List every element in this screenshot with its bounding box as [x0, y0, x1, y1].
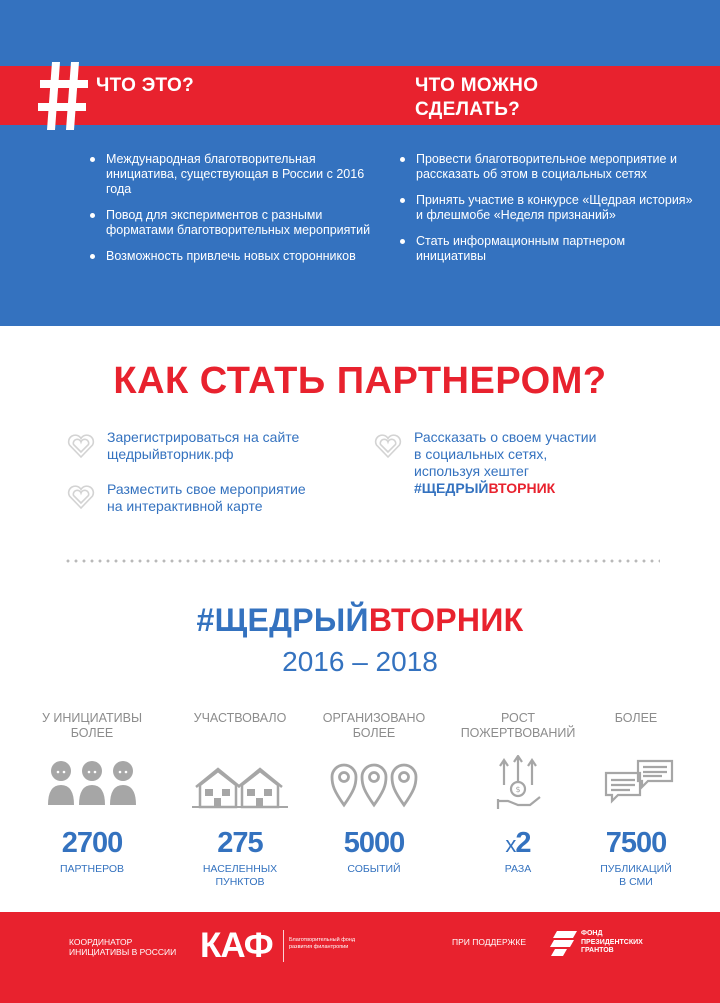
stat-number: 275 [217, 827, 263, 859]
list-item: Возможность привлечь новых сторонников [88, 249, 378, 264]
list-item: Повод для экспериментов с разными форматами благотворительных мероприятий [88, 208, 378, 238]
list-item: Стать информационным партнером инициативы [398, 234, 698, 264]
heart-icon [66, 431, 96, 461]
dotted-divider [64, 559, 660, 563]
stat-label: ОРГАНИЗОВАНО БОЛЕЕ [322, 711, 426, 740]
heart-icon [66, 482, 96, 512]
people-icon [42, 755, 142, 811]
list-item: Международная благотворительная инициатива, существующая в России с 2016 года [88, 152, 378, 197]
hashtag-icon [38, 60, 90, 132]
kaf-description: Благотворительный фонд развития филантропии [289, 937, 356, 950]
what-can-be-done-heading: ЧТО МОЖНО СДЕЛАТЬ? [415, 75, 539, 120]
step-register: Зарегистрироваться на сайте щедрыйвторник.рф [107, 429, 300, 462]
partner-title: КАК СТАТЬ ПАРТНЕРОМ? [113, 360, 607, 402]
houses-icon [190, 755, 290, 811]
stat-caption: НАСЕЛЕННЫХ ПУНКТОВ [202, 863, 278, 888]
presidential-grants-logo-icon [549, 929, 579, 957]
stat-number: x2 [505, 827, 531, 859]
list-item: Провести благотворительное мероприятие и рассказать об этом в социальных сетях [398, 152, 698, 182]
stat-label: БОЛЕЕ [614, 711, 658, 725]
hashtag-text: #ЩЕДРЫЙВТОРНИК [414, 480, 556, 496]
stat-number: 5000 [343, 827, 405, 859]
what-is-it-list [88, 152, 378, 275]
donation-growth-icon [468, 755, 568, 811]
heart-icon [373, 431, 403, 461]
map-pins-icon [324, 755, 424, 811]
what-can-be-done-list [398, 152, 698, 275]
years-range: 2016 – 2018 [282, 646, 438, 677]
coordinator-label: КООРДИНАТОР ИНИЦИАТИВЫ В РОССИИ [69, 937, 177, 957]
stat-number: 7500 [605, 827, 667, 859]
kaf-logo: КАФ [200, 926, 273, 965]
stat-label: РОСТ ПОЖЕРТВОВАНИЙ [460, 711, 576, 740]
hashtag-heading: #ЩЕДРЫЙВТОРНИК [196, 602, 524, 638]
svg-text:$: $ [515, 785, 521, 794]
support-label: ПРИ ПОДДЕРЖКЕ [452, 937, 527, 947]
stat-label: УЧАСТВОВАЛО [193, 711, 287, 725]
stat-label: У ИНИЦИАТИВЫ БОЛЕЕ [41, 711, 143, 740]
presidential-grants-name: ФОНД ПРЕЗИДЕНТСКИХ ГРАНТОВ [581, 930, 643, 954]
stat-caption: ПАРТНЕРОВ [59, 863, 125, 875]
stat-number: 2700 [61, 827, 123, 859]
stat-caption: ПУБЛИКАЦИЙ В СМИ [600, 863, 672, 888]
stat-caption: РАЗА [504, 863, 532, 875]
footer [0, 912, 720, 1003]
step-tell-social: Рассказать о своем участии в социальных сетях, используя хештег #ЩЕДРЫЙВТОРНИК [414, 429, 597, 496]
logo-divider [283, 930, 284, 962]
speech-bubbles-icon [586, 755, 686, 811]
what-is-it-heading: ЧТО ЭТО? [96, 75, 194, 96]
stat-caption: СОБЫТИЙ [347, 863, 401, 875]
list-item: Принять участие в конкурсе «Щедрая история» и флешмобе «Неделя признаний» [398, 193, 698, 223]
step-place-event: Разместить свое мероприятие на интерактивной карте [107, 481, 306, 514]
